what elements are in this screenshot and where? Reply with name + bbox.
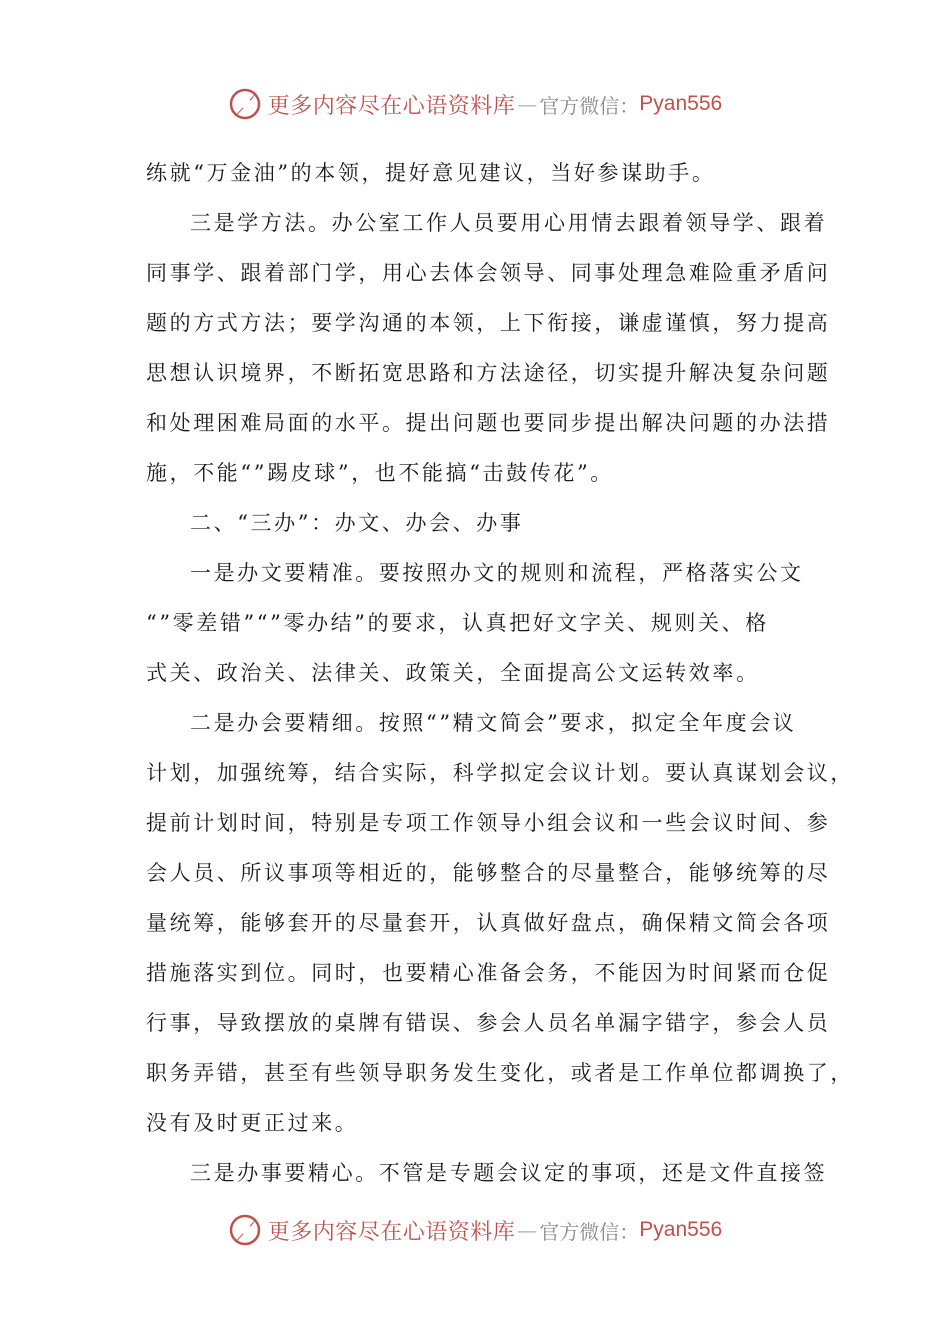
text-line: 行事，导致摆放的桌牌有错误、参会人员名单漏字错字，参会人员 <box>146 1011 831 1035</box>
document-body <box>146 148 854 1198</box>
text-line: 计划，加强统筹，结合实际，科学拟定会议计划。要认真谋划会议， <box>146 761 854 785</box>
text-line: 措施落实到位。同时，也要精心准备会务，不能因为时间紧而仓促 <box>146 961 831 985</box>
text-line: 会人员、所议事项等相近的，能够整合的尽量整合，能够统筹的尽 <box>146 861 831 885</box>
header-banner <box>0 84 950 124</box>
quill-logo-icon <box>228 1213 262 1247</box>
footer-banner <box>0 1210 950 1250</box>
text-line: 式关、政治关、法律关、政策关，全面提高公文运转效率。 <box>146 661 760 685</box>
text-line: “”零差错”“”零办结”的要求，认真把好文字关、规则关、格 <box>146 611 769 635</box>
footer-wechat-label: 官方微信： <box>539 1219 640 1244</box>
text-line: 提前计划时间，特别是专项工作领导小组会议和一些会议时间、参 <box>146 811 831 835</box>
text-line: 题的方式方法；要学沟通的本领，上下衔接，谦虚谨慎，努力提高 <box>146 311 831 335</box>
text-line: 和处理困难局面的水平。提出问题也要同步提出解决问题的办法措 <box>146 411 831 435</box>
text-line: 没有及时更正过来。 <box>146 1111 359 1135</box>
footer-separator: — <box>517 1218 538 1242</box>
footer-wechat-id: Pyan556 <box>639 1218 723 1241</box>
header-wechat-id: Pyan556 <box>639 92 723 115</box>
paragraph-first-line: 一是办文要精准。要按照办文的规则和流程，严格落实公文 <box>190 561 804 585</box>
text-line: 同事学、跟着部门学，用心去体会领导、同事处理急难险重矛盾问 <box>146 261 831 285</box>
section-heading: 二、“三办”：办文、办会、办事 <box>190 511 524 535</box>
header-library-text: 更多内容尽在心语资料库 <box>267 93 516 119</box>
text-line: 思想认识境界，不断拓宽思路和方法途径，切实提升解决复杂问题 <box>146 361 831 385</box>
paragraph-first-line: 三是学方法。办公室工作人员要用心用情去跟着领导学、跟着 <box>190 211 828 235</box>
footer-library-text: 更多内容尽在心语资料库 <box>267 1219 516 1245</box>
header-separator: — <box>517 92 538 116</box>
header-wechat-label: 官方微信： <box>539 93 640 118</box>
paragraph-first-line: 三是办事要精心。不管是专题会议定的事项，还是文件直接签 <box>190 1161 828 1185</box>
text-line: 量统筹，能够套开的尽量套开，认真做好盘点，确保精文简会各项 <box>146 911 831 935</box>
quill-logo-icon <box>228 87 262 121</box>
paragraph-first-line: 二是办会要精细。按照“”精文简会”要求，拟定全年度会议 <box>190 711 797 735</box>
text-line: 职务弄错，甚至有些领导职务发生变化，或者是工作单位都调换了， <box>146 1061 854 1085</box>
text-line: 施，不能“”踢皮球”，也不能搞“击鼓传花”。 <box>146 461 614 485</box>
text-line: 练就“万金油”的本领，提好意见建议，当好参谋助手。 <box>146 161 716 185</box>
